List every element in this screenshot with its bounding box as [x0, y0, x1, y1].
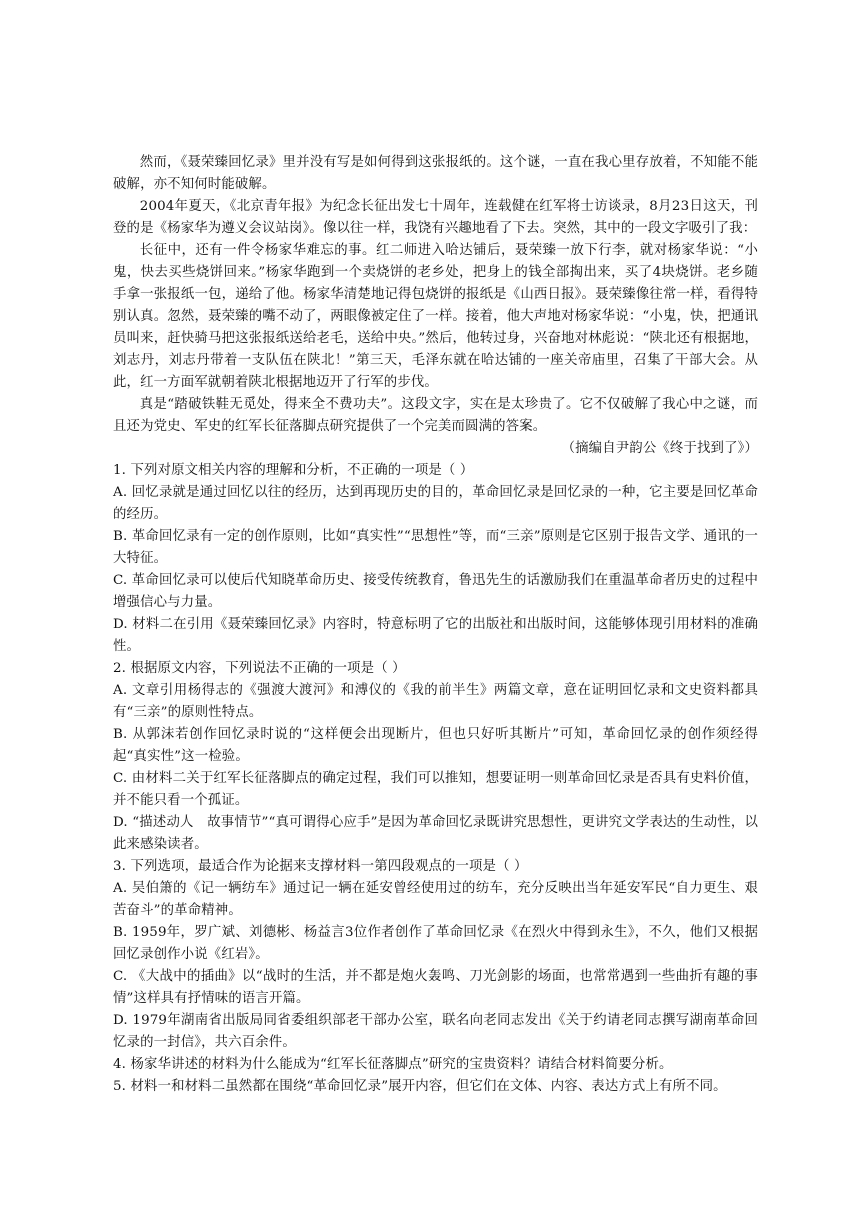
- question-2: [113, 658, 758, 856]
- question-3: [113, 856, 758, 1054]
- question-option: B. 革命回忆录有一定的创作原则，比如“真实性”“思想性”等，而“三亲”原则是它区别于报告文学、通讯的一大特征。: [113, 529, 758, 566]
- question-stem: 4. 杨家华讲述的材料为什么能成为“红军长征落脚点”研究的宝贵资料？请结合材料简要分析。: [113, 1057, 673, 1072]
- question-5: [113, 1076, 758, 1098]
- question-option: D. 材料二在引用《聂荣臻回忆录》内容时，特意标明了它的出版社和出版时间，这能够体现引用材料的准确性。: [113, 617, 758, 654]
- exam-page: [113, 152, 758, 1098]
- question-option: D. 1979年湖南省出版局同省委组织部老干部办公室，联名向老同志发出《关于约请老同志撰写湖南革命回忆录的一封信》，共六百余件。: [113, 1013, 758, 1050]
- question-stem: 5. 材料一和材料二虽然都在围绕“革命回忆录”展开内容，但它们在文体、内容、表达方式上有所不同。: [113, 1079, 727, 1094]
- passage-source: （摘编自尹韵公《终于找到了》）: [561, 441, 758, 456]
- passage-paragraph: 长征中，还有一件令杨家华难忘的事。红二师进入哈达铺后，聂荣臻一放下行李，就对杨家华说：“小鬼，快去买些烧饼回来。”杨家华跑到一个卖烧饼的老乡处，把身上的钱全部掏出来，买了4块烧饼。老乡随手拿一张报纸一包，递给了他。杨家华清楚地记得包烧饼的报纸是《山西日报》。聂荣臻像往常一样，看得特别认真。忽然，聂荣臻的嘴不动了，两眼像被定住了一样。接着，他大声地对杨家华说：“小鬼，快，把通讯员叫来，赶快骑马把这张报纸送给老毛，送给中央。”然后，他转过身，兴奋地对林彪说：“陕北还有根据地，刘志丹，刘志丹带着一支队伍在陕北！”第三天，毛泽东就在哈达铺的一座关帝庙里，召集了干部大会。从此，红一方面军就朝着陕北根据地迈开了行军的步伐。: [113, 243, 758, 390]
- question-option: A. 回忆录就是通过回忆以往的经历，达到再现历史的目的，革命回忆录是回忆录的一种，它主要是回忆革命的经历。: [113, 485, 758, 522]
- question-option: C. 革命回忆录可以使后代知晓革命历史、接受传统教育，鲁迅先生的话激励我们在重温革命者历史的过程中增强信心与力量。: [113, 573, 758, 610]
- question-option: D. “描述动人 故事情节”“真可谓得心应手”是因为革命回忆录既讲究思想性，更讲究文学表达的生动性，以此来感染读者。: [113, 815, 758, 852]
- question-option: A. 吴伯箫的《记一辆纺车》通过记一辆在延安曾经使用过的纺车，充分反映出当年延安军民“自力更生、艰苦奋斗”的革命精神。: [113, 881, 758, 918]
- question-1: [113, 460, 758, 658]
- question-option: C. 由材料二关于红军长征落脚点的确定过程，我们可以推知，想要证明一则革命回忆录是否具有史料价值，并不能只看一个孤证。: [113, 771, 758, 808]
- question-option: A. 文章引用杨得志的《强渡大渡河》和溥仪的《我的前半生》两篇文章，意在证明回忆录和文史资料都具有“三亲”的原则性特点。: [113, 683, 758, 720]
- passage-paragraph: 2004年夏天，《北京青年报》为纪念长征出发七十周年，连载健在红军将士访谈录，8月23日这天，刊登的是《杨家华为遵义会议站岗》。像以往一样，我饶有兴趣地看了下去。突然，其中的一段文字吸引了我：: [113, 199, 758, 236]
- question-stem: 1. 下列对原文相关内容的理解和分析，不正确的一项是（ ）: [113, 463, 474, 478]
- question-4: [113, 1054, 758, 1076]
- question-option: B. 从郭沫若创作回忆录时说的“这样便会出现断片，但也只好听其断片”可知，革命回忆录的创作须经得起“真实性”这一检验。: [113, 727, 758, 764]
- question-stem: 2. 根据原文内容，下列说法不正确的一项是（ ）: [113, 661, 406, 676]
- question-stem: 3. 下列选项，最适合作为论据来支撑材料一第四段观点的一项是（ ）: [113, 859, 528, 874]
- passage-paragraph: 真是“踏破铁鞋无觅处，得来全不费功夫”。这段文字，实在是太珍贵了。它不仅破解了我心中之谜，而且还为党史、军史的红军长征落脚点研究提供了一个完美而圆满的答案。: [113, 397, 758, 434]
- question-option: C. 《大战中的插曲》以“战时的生活，并不都是炮火轰鸣、刀光剑影的场面，也常常遇到一些曲折有趣的事情”这样具有抒情味的语言开篇。: [113, 969, 758, 1006]
- passage-paragraph: 然而，《聂荣臻回忆录》里并没有写是如何得到这张报纸的。这个谜，一直在我心里存放着，不知能不能破解，亦不知何时能破解。: [113, 155, 758, 192]
- question-option: B. 1959年，罗广斌、刘德彬、杨益言3位作者创作了革命回忆录《在烈火中得到永生》，不久，他们又根据回忆录创作小说《红岩》。: [113, 925, 758, 962]
